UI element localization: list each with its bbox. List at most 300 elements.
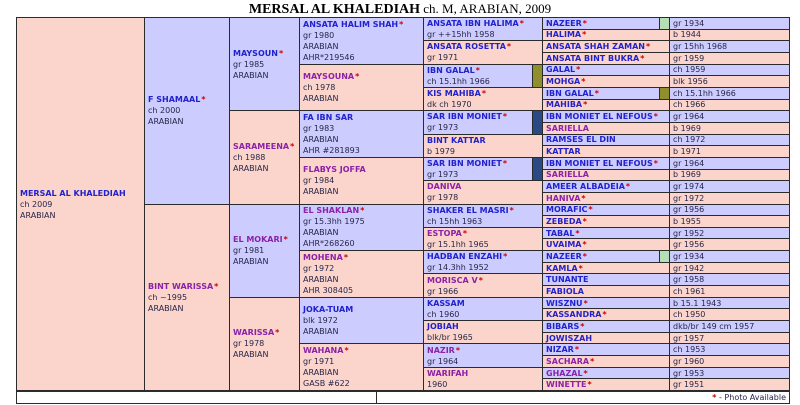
horse-name-row: [546, 368, 667, 379]
horse-name-link[interactable]: GALAL: [546, 65, 576, 75]
pedigree-cell-sachara: [543, 356, 669, 367]
pedigree-cell-f-shamaal: [145, 18, 229, 204]
horse-name-link[interactable]: BINT WARISSA: [148, 281, 214, 291]
pedigree-cell-kis-mahiba: [424, 88, 542, 110]
footer-row: [16, 391, 790, 404]
horse-name-link[interactable]: F SHAMAAL: [148, 95, 201, 105]
horse-name-row: [546, 100, 667, 111]
horse-name-link[interactable]: WISZNU: [546, 298, 583, 308]
horse-name-row: [303, 252, 421, 263]
photo-star-icon: *: [602, 310, 607, 320]
green-marker-strip: [659, 251, 669, 262]
horse-year-value: gr 1959: [673, 53, 705, 63]
photo-star-icon: *: [583, 368, 588, 378]
horse-name-row: [546, 170, 667, 181]
horse-title-name: MERSAL AL KHALEDIAH: [248, 2, 421, 17]
horse-year-value: gr 1942: [673, 263, 705, 273]
horse-name-link[interactable]: JOKA-TUAM: [303, 305, 354, 315]
horse-detail-line: ARABIAN: [233, 70, 269, 80]
horse-name-link[interactable]: GHAZAL: [546, 368, 583, 378]
green-marker-strip: [659, 18, 669, 29]
horse-year-value: gr 1964: [673, 158, 705, 168]
horse-name-row: [20, 188, 142, 199]
horse-detail-line: ch 1988: [233, 152, 266, 162]
year-cell-sariella: [670, 170, 789, 181]
horse-name-link[interactable]: NAZEER: [546, 251, 582, 261]
horse-title-suffix: ch. M, ARABIAN, 2009: [420, 1, 552, 16]
pedigree-cell-nazeer: [543, 251, 669, 262]
horse-name-row: [546, 76, 667, 87]
horse-name-link[interactable]: SAR IBN MONIET: [427, 112, 502, 122]
pedigree-cell-mersal-al-khalediah: [17, 18, 144, 390]
photo-star-icon: *: [625, 182, 631, 192]
horse-name-link[interactable]: IBN MONIET EL NEFOUS: [546, 112, 653, 122]
horse-detail-line: ch 15hh 1963: [427, 216, 483, 226]
horse-name-row: [303, 304, 421, 315]
pedigree-cell-tabal: [543, 228, 669, 239]
photo-star-icon: *: [503, 252, 508, 262]
horse-name-link[interactable]: JOBIAH: [427, 322, 459, 332]
year-cell-ibn-moniet-el-nefous: [670, 111, 789, 122]
horse-name-link[interactable]: IBN MONIET EL NEFOUS: [546, 158, 653, 168]
horse-year-value: gr 1957: [673, 333, 705, 343]
photo-star-icon: *: [646, 42, 651, 52]
horse-name-link[interactable]: WINETTE: [546, 380, 587, 390]
horse-detail-line: gr 1973: [427, 123, 459, 133]
horse-year-value: dkb/br 149 cm 1957: [673, 321, 755, 331]
horse-year-value: ch 1950: [673, 310, 706, 320]
pedigree-cell-nazir: [424, 344, 542, 366]
horse-detail-line: 1960: [427, 379, 448, 389]
horse-name-link[interactable]: ESTOPA: [427, 228, 462, 238]
horse-name-row: [546, 251, 667, 262]
horse-detail-line: ARABIAN: [303, 368, 339, 378]
horse-year-value: b 1955: [673, 216, 701, 226]
horse-name-link[interactable]: RAMSES EL DIN: [546, 135, 616, 145]
horse-detail-line: b 1979: [427, 146, 455, 156]
horse-detail-line: ARABIAN: [303, 93, 339, 103]
photo-star-icon: *: [578, 263, 583, 273]
horse-name-row: [303, 112, 421, 123]
horse-detail-line: ARABIAN: [303, 228, 339, 238]
pedigree-cell-wahana: [300, 344, 423, 390]
horse-detail-line: gr 1978: [233, 339, 265, 349]
pedigree-cell-kassam: [424, 298, 542, 320]
horse-name-link[interactable]: KAMLA: [546, 263, 578, 273]
horse-detail-line: gr 1973: [427, 170, 459, 180]
horse-name-link[interactable]: BIBARS: [546, 321, 580, 331]
pedigree-cell-nizar: [543, 344, 669, 355]
horse-name-link[interactable]: SARIELLA: [546, 170, 589, 180]
year-cell-mahiba: [670, 100, 789, 111]
pedigree-cell-ramses-el-din: [543, 135, 669, 146]
photo-star-icon: *: [582, 240, 587, 250]
horse-name-link[interactable]: NIZAR: [546, 345, 574, 355]
horse-name-row: [546, 216, 667, 227]
horse-detail-line: GASB #622: [303, 379, 350, 389]
horse-detail-line: gr 1971: [303, 357, 335, 367]
horse-year-value: ch 15.1hh 1966: [673, 88, 736, 98]
photo-star-icon: *: [343, 252, 348, 262]
year-cell-ansata-bint-bukra: [670, 53, 789, 64]
year-cell-sariella: [670, 123, 789, 134]
horse-year-value: ch 1953: [673, 345, 706, 355]
horse-name-row: [427, 345, 540, 356]
pedigree-cell-tunante: [543, 274, 669, 285]
horse-detail-line: ARABIAN: [233, 350, 269, 360]
horse-name-row: [427, 181, 540, 192]
photo-star-icon: *: [214, 281, 219, 291]
photo-star-icon: *: [588, 205, 593, 215]
horse-name-link[interactable]: EL MOKARI: [233, 235, 283, 245]
photo-star-icon: *: [594, 88, 599, 98]
horse-name-link[interactable]: AMEER ALBADEIA: [546, 182, 625, 192]
year-cell-galal: [670, 65, 789, 76]
horse-name-row: [546, 65, 667, 76]
photo-star-icon: *: [502, 112, 507, 122]
horse-detail-line: blk/br 1965: [427, 333, 473, 343]
horse-year-value: gr 1934: [673, 251, 705, 261]
year-cell-ramses-el-din: [670, 135, 789, 146]
photo-star-icon: *: [580, 321, 585, 331]
horse-name-row: [546, 123, 667, 134]
horse-name-row: [427, 65, 540, 76]
photo-star-icon: *: [653, 112, 658, 122]
horse-name-row: [427, 41, 540, 52]
horse-name-link[interactable]: MOHENA: [303, 252, 343, 262]
pedigree-cell-estopa: [424, 228, 542, 250]
horse-name-row: [303, 71, 421, 82]
pedigree-cell-sar-ibn-moniet: [424, 111, 542, 133]
pedigree-cell-el-mokari: [230, 205, 299, 297]
photo-star-icon: *: [475, 65, 480, 75]
horse-name-row: [303, 19, 421, 30]
horse-name-link[interactable]: TUNANTE: [546, 275, 589, 285]
year-cell-kassandra: [670, 309, 789, 320]
horse-detail-line: ARABIAN: [20, 210, 56, 220]
horse-name-row: [546, 274, 667, 285]
horse-name-row: [546, 286, 667, 297]
horse-name-row: [233, 48, 297, 59]
horse-name-row: [546, 193, 667, 204]
photo-available-legend: [377, 393, 789, 402]
pedigree-cell-bint-kattar: [424, 135, 542, 157]
horse-name-link[interactable]: ANSATA SHAH ZAMAN: [546, 42, 645, 52]
horse-name-row: [546, 111, 667, 122]
horse-name-link[interactable]: TABAL: [546, 228, 575, 238]
year-cell-uvaima: [670, 239, 789, 250]
pedigree-cell-haniva: [543, 193, 669, 204]
horse-detail-line: gr 1981: [233, 246, 265, 256]
horse-name-row: [546, 263, 667, 274]
footer-legend-cell: [377, 392, 789, 403]
pedigree-cell-shaker-el-masri: [424, 205, 542, 227]
horse-name-row: [546, 344, 667, 355]
horse-name-link[interactable]: MORAFIC: [546, 205, 588, 215]
horse-year-value: gr 15hh 1968: [673, 42, 728, 52]
pedigree-cell-sariella: [543, 170, 669, 181]
horse-name-row: [427, 88, 540, 99]
photo-available-text: - Photo Available: [716, 393, 786, 402]
horse-name-row: [427, 228, 540, 239]
pedigree-cell-zebeda: [543, 216, 669, 227]
pedigree-cell-uvaima: [543, 239, 669, 250]
horse-name-row: [427, 205, 540, 216]
horse-name-row: [546, 298, 667, 309]
pedigree-cell-morisca-v: [424, 274, 542, 296]
horse-name-link[interactable]: MAYSOUN: [233, 48, 278, 58]
horse-name-link[interactable]: DANIVA: [427, 182, 462, 192]
pedigree-cell-sarameena: [230, 111, 299, 203]
horse-detail-line: ARABIAN: [303, 327, 339, 337]
horse-year-value: gr 1958: [673, 275, 705, 285]
horse-name-row: [546, 146, 667, 157]
horse-name-link[interactable]: KASSAM: [427, 298, 465, 308]
horse-year-value: b 1971: [673, 147, 701, 157]
horse-year-value: gr 1953: [673, 368, 705, 378]
horse-name-row: [427, 18, 540, 29]
horse-name-link[interactable]: NAZEER: [546, 18, 582, 28]
horse-name-link[interactable]: NAZIR: [427, 345, 455, 355]
horse-name-row: [546, 53, 667, 64]
pedigree-cell-kassandra: [543, 309, 669, 320]
horse-name-row: [427, 111, 540, 122]
pedigree-cell-hadban-enzahi: [424, 251, 542, 273]
horse-name-row: [546, 309, 667, 320]
horse-name-link[interactable]: IBN GALAL: [427, 65, 475, 75]
horse-year-value: gr 1952: [673, 228, 705, 238]
horse-name-link[interactable]: FLABYS JOFFA: [303, 165, 366, 175]
pedigree-cell-mahiba: [543, 100, 669, 111]
year-cell-bibars: [670, 321, 789, 332]
photo-star-icon: *: [575, 228, 580, 238]
horse-detail-line: blk 1972: [303, 316, 338, 326]
year-cell-haniva: [670, 193, 789, 204]
olive-marker-strip: [659, 88, 669, 99]
horse-detail-line: gr 1966: [427, 286, 459, 296]
horse-name-row: [427, 321, 540, 332]
horse-name-row: [303, 205, 421, 216]
photo-star-icon: *: [582, 30, 587, 40]
horse-detail-line: ARABIAN: [148, 117, 184, 127]
footer-empty-cell: [17, 392, 376, 403]
horse-detail-line: ch 1978: [303, 82, 336, 92]
horse-year-value: gr 1956: [673, 240, 705, 250]
horse-name-link[interactable]: MORISCA V: [427, 275, 478, 285]
horse-name-row: [546, 356, 667, 367]
horse-name-link[interactable]: SARIELLA: [546, 123, 589, 133]
pedigree-cell-galal: [543, 65, 669, 76]
photo-star-icon: *: [582, 18, 587, 28]
horse-name-link[interactable]: MOHGA: [546, 77, 581, 87]
year-cell-wisznu: [670, 298, 789, 309]
pedigree-cell-ansata-bint-bukra: [543, 53, 669, 64]
horse-name-link[interactable]: KASSANDRA: [546, 310, 602, 320]
horse-name-row: [303, 345, 421, 356]
horse-name-link[interactable]: MAYSOUNA: [303, 71, 355, 81]
horse-detail-line: gr 1971: [427, 53, 459, 63]
photo-star-icon: *: [582, 251, 587, 261]
horse-name-link[interactable]: JOWISZAH: [546, 333, 593, 343]
horse-detail-line: ARABIAN: [233, 163, 269, 173]
horse-year-value: gr 1974: [673, 182, 705, 192]
pedigree-cell-ameer-albadeia: [543, 181, 669, 192]
horse-detail-line: gr 1984: [303, 176, 335, 186]
horse-name-link[interactable]: FA IBN SAR: [303, 113, 354, 123]
horse-name-link[interactable]: SARAMEENA: [233, 141, 290, 151]
horse-detail-line: gr 1983: [303, 124, 335, 134]
horse-year-value: gr 1960: [673, 356, 705, 366]
horse-name-row: [303, 164, 421, 175]
horse-detail-line: ARABIAN: [233, 257, 269, 267]
photo-star-icon: *: [278, 48, 284, 58]
horse-name-row: [427, 298, 540, 309]
horse-name-link[interactable]: SAR IBN MONIET: [427, 159, 502, 169]
olive-marker-strip: [532, 65, 542, 87]
horse-name-link[interactable]: WARIFAH: [427, 368, 469, 378]
year-cell-ameer-albadeia: [670, 181, 789, 192]
year-cell-tabal: [670, 228, 789, 239]
horse-name-row: [148, 281, 227, 292]
pedigree-cell-mohena: [300, 251, 423, 297]
horse-name-link[interactable]: ZEBEDA: [546, 216, 582, 226]
horse-year-value: ch 1959: [673, 65, 706, 75]
photo-star-icon: *: [587, 380, 592, 390]
photo-star-icon: *: [399, 19, 404, 29]
horse-name-link[interactable]: EL SHAKLAN: [303, 206, 360, 216]
horse-name-link[interactable]: UVAIMA: [546, 240, 582, 250]
pedigree-cell-jobiah: [424, 321, 542, 343]
year-cell-jowiszah: [670, 333, 789, 344]
pedigree-cell-jowiszah: [543, 333, 669, 344]
horse-name-link[interactable]: WAHANA: [303, 346, 344, 356]
pedigree-cell-joka-tuam: [300, 298, 423, 344]
photo-star-icon: *: [581, 193, 586, 203]
horse-name-row: [546, 30, 667, 41]
horse-year-value: ch 1961: [673, 286, 706, 296]
photo-star-icon: *: [581, 77, 586, 87]
photo-star-icon: *: [455, 345, 461, 355]
horse-year-value: ch 1972: [673, 135, 706, 145]
photo-star-icon: *: [509, 205, 514, 215]
pedigree-cell-nazeer: [543, 18, 669, 29]
horse-detail-line: gr 15.1hh 1965: [427, 239, 489, 249]
pedigree-cell-fa-ibn-sar: [300, 111, 423, 157]
horse-detail-line: ch 15.1hh 1966: [427, 76, 490, 86]
pedigree-cell-fabiola: [543, 286, 669, 297]
horse-name-row: [546, 41, 667, 52]
pedigree-cell-warissa: [230, 298, 299, 390]
photo-star-icon: *: [201, 95, 206, 105]
year-cell-ibn-moniet-el-nefous: [670, 158, 789, 169]
horse-detail-line: gr 1978: [427, 193, 459, 203]
photo-star-icon: *: [574, 345, 580, 355]
horse-detail-line: ARABIAN: [303, 187, 339, 197]
photo-star-icon: *: [355, 71, 360, 81]
horse-name-link[interactable]: ANSATA HALIM SHAH: [303, 19, 399, 29]
navy-marker-strip: [532, 111, 542, 133]
horse-name-link[interactable]: FABIOLA: [546, 286, 584, 296]
horse-name-link[interactable]: ANSATA ROSETTA: [427, 42, 506, 52]
year-cell-winette: [670, 379, 789, 390]
horse-detail-line: ch ~1995: [148, 292, 188, 302]
pedigree-cell-maysoun: [230, 18, 299, 110]
horse-year-value: gr 1951: [673, 380, 705, 390]
horse-detail-line: gr 1972: [303, 263, 335, 273]
horse-year-value: gr 1972: [673, 193, 705, 203]
horse-detail-line: ARABIAN: [303, 274, 339, 284]
year-cell-nizar: [670, 344, 789, 355]
pedigree-cell-sariella: [543, 123, 669, 134]
horse-name-link[interactable]: IBN GALAL: [546, 88, 594, 98]
horse-name-link[interactable]: SHAKER EL MASRI: [427, 205, 509, 215]
horse-year-value: b 15.1 1943: [673, 298, 722, 308]
pedigree-cell-el-shaklan: [300, 205, 423, 251]
photo-star-icon: *: [590, 356, 595, 366]
year-cell-ghazal: [670, 368, 789, 379]
horse-detail-line: ARABIAN: [303, 41, 339, 51]
horse-name-row: [427, 368, 540, 379]
horse-name-row: [546, 379, 667, 390]
photo-star-icon: *: [478, 275, 483, 285]
horse-name-link[interactable]: WARISSA: [233, 328, 275, 338]
year-cell-mohga: [670, 76, 789, 87]
pedigree-cell-ibn-moniet-el-nefous: [543, 158, 669, 169]
horse-detail-line: gr ++15hh 1958: [427, 30, 495, 40]
horse-detail-line: dk ch 1970: [427, 100, 472, 110]
horse-name-row: [427, 251, 540, 262]
horse-name-link[interactable]: ANSATA IBN HALIMA: [427, 19, 519, 29]
pedigree-cell-ibn-galal: [424, 65, 542, 87]
year-cell-kattar: [670, 146, 789, 157]
horse-name-link[interactable]: HANIVA: [546, 193, 581, 203]
pedigree-cell-ansata-rosetta: [424, 41, 542, 63]
photo-star-icon: *: [583, 298, 588, 308]
horse-name-link[interactable]: SACHARA: [546, 356, 590, 366]
horse-year-value: blk 1956: [673, 77, 708, 87]
horse-name-link[interactable]: ANSATA BINT BUKRA: [546, 53, 640, 63]
horse-name-link[interactable]: HADBAN ENZAHI: [427, 252, 503, 262]
photo-star-icon: *: [275, 328, 280, 338]
horse-detail-line: ch 2009: [20, 199, 53, 209]
horse-name-link[interactable]: KATTAR: [546, 147, 581, 157]
photo-star-icon: *: [481, 89, 487, 99]
pedigree-cell-daniva: [424, 181, 542, 203]
horse-name-link[interactable]: MAHIBA: [546, 100, 583, 110]
photo-star-icon: *: [653, 158, 658, 168]
horse-detail-line: ARABIAN: [148, 303, 184, 313]
horse-name-link[interactable]: MERSAL AL KHALEDIAH: [20, 188, 126, 198]
horse-detail-line: ch 2000: [148, 106, 181, 116]
horse-name-link[interactable]: KIS MAHIBA: [427, 89, 481, 99]
photo-star-icon: *: [462, 228, 467, 238]
photo-star-icon: *: [519, 19, 524, 29]
pedigree-cell-ghazal: [543, 368, 669, 379]
pedigree-cell-winette: [543, 379, 669, 390]
pedigree-cell-bibars: [543, 321, 669, 332]
year-cell-fabiola: [670, 286, 789, 297]
horse-name-row: [233, 141, 297, 152]
year-cell-zebeda: [670, 216, 789, 227]
pedigree-title: [0, 1, 800, 18]
photo-star-icon: *: [283, 235, 288, 245]
horse-name-row: [546, 158, 667, 169]
pedigree-cell-ibn-galal: [543, 88, 669, 99]
horse-name-link[interactable]: HALIMA: [546, 30, 582, 40]
pedigree-cell-wisznu: [543, 298, 669, 309]
horse-detail-line: AHR #281893: [303, 146, 360, 156]
horse-name-link[interactable]: BINT KATTAR: [427, 135, 486, 145]
